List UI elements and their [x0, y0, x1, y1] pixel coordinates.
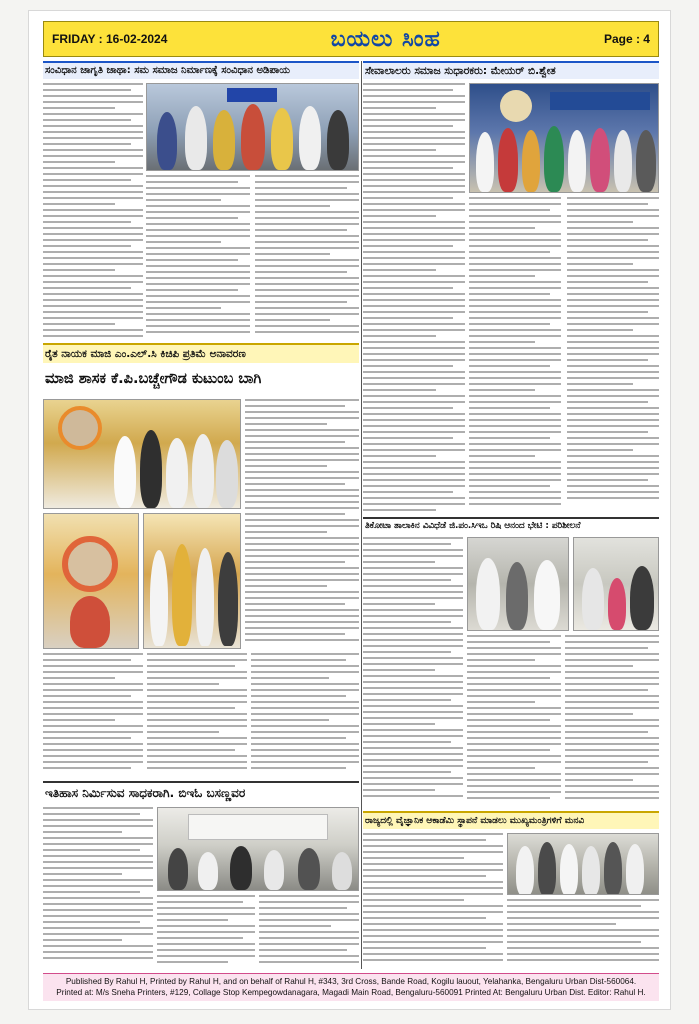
article-5-text-mid [467, 635, 561, 807]
article-1-text-right [255, 175, 359, 339]
article-3-text-right [245, 399, 359, 649]
article-5-text-left [363, 537, 463, 807]
article-1-text-mid [146, 175, 250, 339]
headline-beo-basannavar[interactable]: ಇತಿಹಾಸ ನಿರ್ಮಿಸುವ ಸಾಧಕರಾಗಿ. ಬಿಇಓ ಬಸಣ್ಣವರ [43, 781, 359, 803]
article-6-text-mid [157, 895, 255, 969]
article-1-text-left [43, 83, 143, 339]
article-2-text-left [363, 83, 465, 513]
imprint-line-1: Published By Rahul H, Printed by Rahul H, and on behalf of Rahul H, #343, 3rd Cross, Bande Road, Kogilu lauout, Yelahanka, Bengaluru Urban Dist-560064. [65, 977, 637, 986]
headline-bachegowda-family[interactable]: ಮಾಜಿ ಶಾಸಕ ಕೆ.ಪಿ.ಬಚ್ಚೇಗೌಡ ಕುಟುಂಬ ಬಾಗಿ [43, 365, 359, 395]
page-number: Page : 4 [603, 32, 650, 46]
headline-science-academy[interactable]: ರಾಜ್ಯದಲ್ಲಿ ವೈಜ್ಞಾನಿಕ ಆಕಾಡೆಮಿ ಸ್ಥಾಪನೆ ಮಾಡಲು ಮುಖ್ಯಮಂತ್ರಿಗಳಿಗೆ ಮನವಿ [363, 811, 659, 829]
headline-ceo-visit[interactable]: ತಿಕೋಟಾ ತಾಲಾಕಿನ ವಿವಿಧೆಡೆ ಜಿ.ಪಂ.ಸಿಇಒ ರಿಷಿ ಆನಂದ ಭೇಟಿ : ಪರಿಶೀಲನೆ [363, 517, 659, 533]
article-7-text-right [507, 899, 659, 969]
article-7-text-left [363, 833, 503, 969]
issue-date: FRIDAY : 16-02-2024 [52, 32, 168, 46]
article-3-text-c [251, 653, 359, 777]
ceo-anganwadi-photo [573, 537, 659, 631]
felicitation-photo [143, 513, 241, 649]
article-3-text-a [43, 653, 143, 777]
newspaper-page [28, 10, 671, 1010]
sevalal-event-photo [469, 83, 659, 193]
science-academy-memorandum-photo [507, 833, 659, 895]
imprint-footer [43, 973, 659, 1001]
beo-meeting-photo [157, 807, 359, 891]
article-2-text-mid [469, 197, 561, 513]
imprint-line-2: Printed at: M/s Sneha Printers, #129, Collage Stop Kempegowdanagara, Magadi Main Road, Bengaluru-560091 Printed At: Bengaluru Urban Dist. Editor: Rahul H. [56, 988, 646, 997]
statue-garland-photo [43, 399, 241, 509]
article-6-text-right [259, 895, 359, 969]
headline-sevalal-mayor[interactable]: ಸೇವಾಲಾಲರು ಸಮಾಜ ಸುಧಾರಕರು: ಮೇಯರ್ ಬಿ.ಶ್ವೇತ [363, 61, 659, 79]
statue-closeup-photo [43, 513, 139, 649]
column-divider [361, 61, 362, 969]
headline-constitution-jatha[interactable]: ಸಂವಿಧಾನ ಜಾಗೃತಿ ಜಾಥಾ: ಸಮ ಸಮಾಜ ನಿರ್ಮಾಣಕ್ಕೆ ಸಂವಿಧಾನ ಅಡಿಪಾಯ [43, 61, 359, 79]
ceo-school-visit-photo [467, 537, 569, 631]
masthead [43, 21, 659, 57]
constitution-rally-photo [146, 83, 359, 171]
headline-statue-unveiling[interactable]: ರೈತ ನಾಯಕ ಮಾಜಿ ಎಂ.ಎಲ್.ಸಿ ಕಿಚಿಪಿ ಪ್ರತಿಮೆ ಅನಾವರಣ [43, 343, 359, 363]
article-2-text-right [567, 197, 659, 513]
article-6-text-left [43, 807, 153, 969]
article-5-text-right [565, 635, 659, 807]
newspaper-title: ಬಯಲು ಸಿಂಹ [330, 26, 441, 52]
article-3-text-b [147, 653, 247, 777]
